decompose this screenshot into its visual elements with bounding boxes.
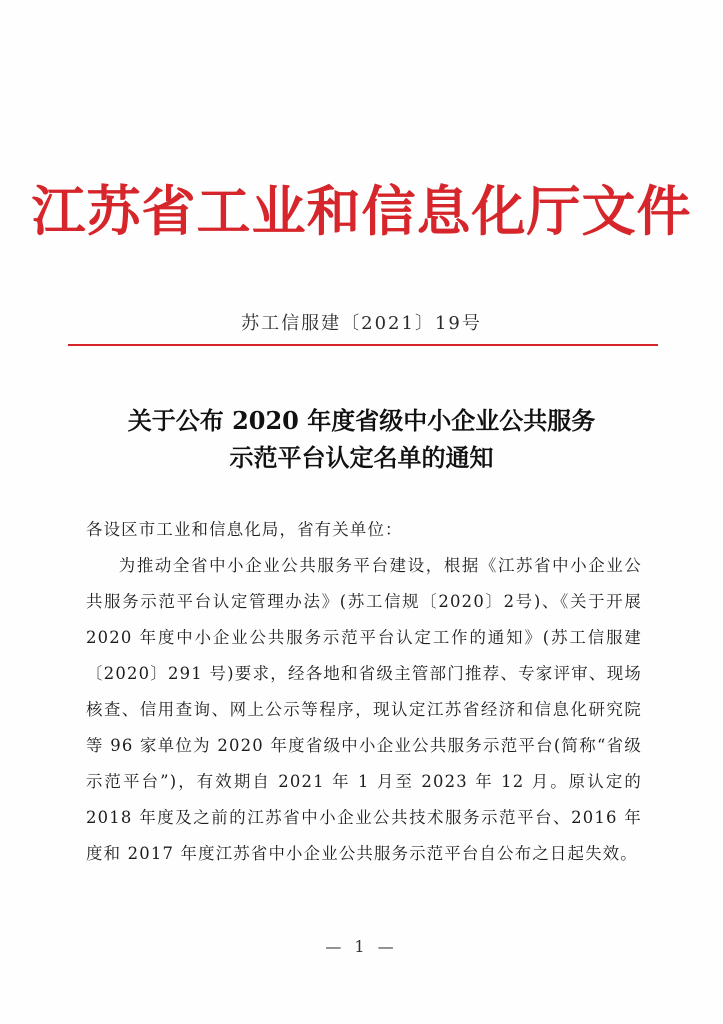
notice-title-line-1: 关于公布 2020 年度省级中小企业公共服务 [127, 406, 596, 435]
document-number: 苏工信服建〔2021〕19号 [241, 313, 482, 334]
page-number: — 1 — [325, 937, 398, 956]
body-paragraph: 为推动全省中小企业公共服务平台建设，根据《江苏省中小企业公共服务示范平台认定管理办法》(苏工信规〔2020〕2号)、《关于开展 2020 年度中小企业公共服务示范平台认定工作的通知》(苏工信服建〔2020〕291 号)要求，经各地和省级主管部门推荐、专家评审、现场核查、信用查询、网上公示等程序，现认定江苏省经济和信息化研究院等 96 家单位为 2020 年度省级中小企业公共服务示范平台(简称“省级示范平台”)，有效期自 2021 年 1 月至 2023 年 12 月。原认定的 2018 年度及之前的江苏省中小企业公共技术服务示范平台、2016 年度和 2017 年度江苏省中小企业公共服务示范平台自公布之日起失效。 [86, 556, 642, 863]
notice-title-line-2: 示范平台认定名单的通知 [229, 443, 494, 472]
notice-title [0, 402, 723, 476]
agency-header-title: 江苏省工业和信息化厅文件 [31, 179, 692, 243]
salutation: 各设区市工业和信息化局，省有关单位： [86, 520, 403, 539]
red-divider-line [68, 344, 658, 346]
notice-body [86, 512, 642, 872]
